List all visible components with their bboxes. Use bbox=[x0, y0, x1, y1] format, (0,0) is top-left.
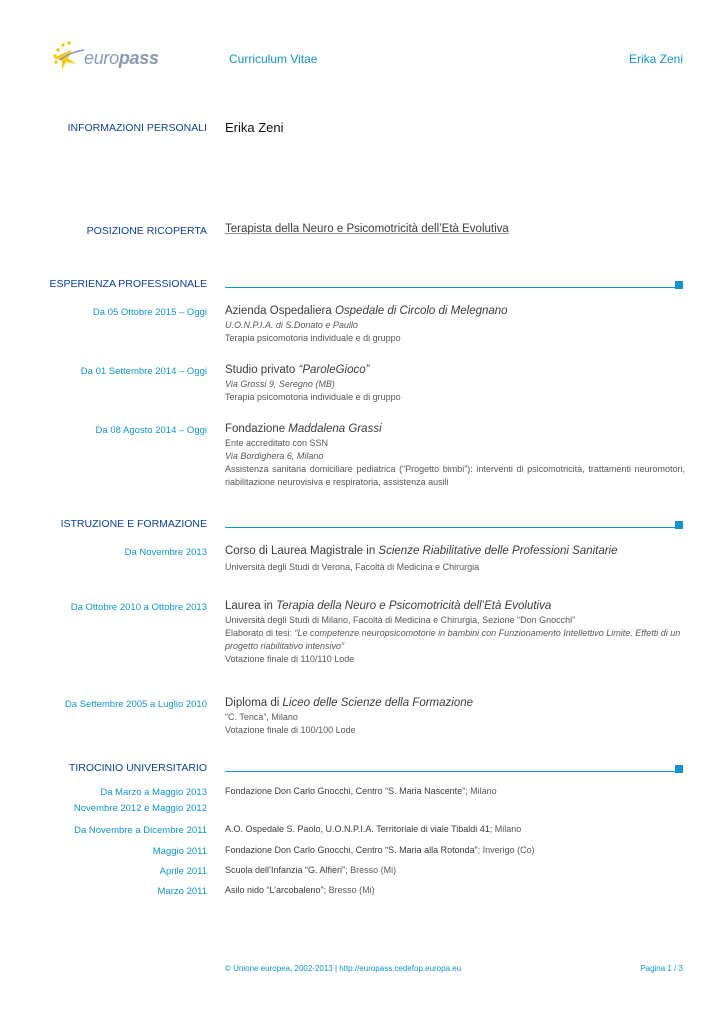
experience-date: Da 08 Agosto 2014 – Oggi bbox=[95, 425, 207, 436]
education-detail: Votazione finale di 110/110 Lode bbox=[225, 654, 355, 664]
internship-date: Novembre 2012 e Maggio 2012 bbox=[73, 803, 207, 814]
internship-date: Aprile 2011 bbox=[159, 866, 207, 877]
education-entry bbox=[225, 696, 685, 737]
experience-label: ESPERIENZA PROFESSIONALE bbox=[49, 278, 207, 290]
candidate-name: Erika Zeni bbox=[225, 120, 284, 135]
internship-date: Marzo 2011 bbox=[157, 886, 207, 897]
experience-detail: U.O.N.P.I.A. di S.Donato e Paullo bbox=[225, 320, 358, 330]
section-divider bbox=[225, 527, 675, 528]
europass-wordmark: europass bbox=[84, 48, 159, 68]
internship-entry: Fondazione Don Carlo Gnocchi, Centro “S. Maria Nascente”; Milano bbox=[225, 786, 497, 796]
education-section-header bbox=[0, 518, 725, 532]
document-title: Curriculum Vitae bbox=[229, 52, 318, 66]
education-entry bbox=[225, 599, 685, 666]
experience-title: Azienda Ospedaliera Ospedale di Circolo di Melegnano bbox=[225, 305, 508, 317]
internship-date: Da Novembre a Dicembre 2011 bbox=[74, 825, 207, 836]
internship-section-header bbox=[0, 762, 725, 776]
experience-detail: Terapia psicomotoria individuale e di gruppo bbox=[225, 392, 401, 402]
experience-detail: Via Bordighera 6, Milano bbox=[225, 451, 324, 461]
experience-date: Da 01 Settembre 2014 – Oggi bbox=[80, 366, 207, 377]
experience-detail: Assistenza sanitaria domiciliare pediatrica (“Progetto bimbi”): interventi di psicomotricità, trattamenti neuromotori, riabilitazione neurovisiva e respiratoria, assistenza ausili bbox=[225, 464, 685, 487]
education-detail: Università degli Studi di Verona, Facoltà di Medicina e Chirurgia bbox=[225, 562, 480, 572]
personal-info-label: INFORMAZIONI PERSONALI bbox=[67, 122, 207, 134]
experience-section-header bbox=[0, 278, 725, 292]
internship-entry: A.O. Ospedale S. Paolo, U.O.N.P.I.A. Territoriale di viale Tibaldi 41; Milano bbox=[225, 824, 522, 834]
experience-title: Studio privato “ParoleGioco” bbox=[225, 364, 370, 376]
education-detail: Università degli Studi di Milano, Facoltà di Medicina e Chirurgia, Sezione “Don Gnocchi” bbox=[225, 615, 576, 625]
internship-date: Da Marzo a Maggio 2013 bbox=[100, 787, 207, 798]
education-entry bbox=[225, 544, 685, 574]
header-name: Erika Zeni bbox=[628, 52, 683, 66]
experience-title: Fondazione Maddalena Grassi bbox=[225, 423, 382, 435]
education-label: ISTRUZIONE E FORMAZIONE bbox=[60, 518, 207, 530]
education-detail: “C. Tenca”, Milano bbox=[225, 712, 298, 722]
education-title: Laurea in Terapia della Neuro e Psicomotricità dell’Età Evolutiva bbox=[225, 600, 552, 612]
internship-entry: Asilo nido “L’arcobaleno”; Bresso (Mi) bbox=[225, 885, 375, 895]
position-value: Terapista della Neuro e Psicomotricità dell’Età Evolutiva bbox=[225, 223, 509, 235]
experience-entry bbox=[225, 363, 685, 404]
education-detail: Votazione finale di 100/100 Lode bbox=[225, 725, 356, 735]
section-marker bbox=[675, 281, 683, 289]
section-divider bbox=[225, 771, 675, 772]
experience-entry bbox=[225, 304, 685, 345]
internship-entry: Scuola dell’Infanzia “G. Alfieri”; Bresso (Mi) bbox=[225, 865, 397, 875]
internship-entry: Fondazione Don Carlo Gnocchi, Centro “S. Maria alla Rotonda”; Inverigo (Co) bbox=[225, 845, 535, 855]
experience-detail: Via Grossi 9, Seregno (MB) bbox=[225, 379, 335, 389]
internship-date: Maggio 2011 bbox=[152, 846, 207, 857]
education-detail: Elaborato di tesi: “Le competenze neuropsicomotorie in bambini con Funzionamento Intellettivo Limite. Effetti di un progetto riabilitativo intensivo” bbox=[225, 628, 681, 651]
position-label: POSIZIONE RICOPERTA bbox=[86, 225, 207, 237]
footer-copyright: © Unione europea, 2002-2013 | http://europass.cedefop.europa.eu bbox=[225, 964, 462, 973]
section-marker bbox=[675, 765, 683, 773]
education-date: Da Ottobre 2010 a Ottobre 2013 bbox=[70, 602, 207, 613]
education-title: Corso di Laurea Magistrale in Scienze Riabilitative delle Professioni Sanitarie bbox=[225, 545, 618, 557]
experience-entry bbox=[225, 422, 685, 489]
europass-logo bbox=[50, 40, 159, 74]
section-divider bbox=[225, 287, 675, 288]
education-date: Da Novembre 2013 bbox=[124, 547, 207, 558]
education-title: Diploma di Liceo delle Scienze della Formazione bbox=[225, 697, 474, 709]
experience-date: Da 05 Ottobre 2015 – Oggi bbox=[92, 307, 207, 318]
experience-detail: Ente accreditato con SSN bbox=[225, 438, 329, 448]
footer-page-number: Pagina 1 / 3 bbox=[640, 964, 683, 973]
page-header bbox=[0, 0, 725, 90]
section-marker bbox=[675, 521, 683, 529]
experience-detail: Terapia psicomotoria individuale e di gruppo bbox=[225, 333, 401, 343]
internship-label: TIROCINIO UNIVERSITARIO bbox=[68, 762, 207, 774]
education-date: Da Settembre 2005 a Luglio 2010 bbox=[64, 699, 207, 710]
